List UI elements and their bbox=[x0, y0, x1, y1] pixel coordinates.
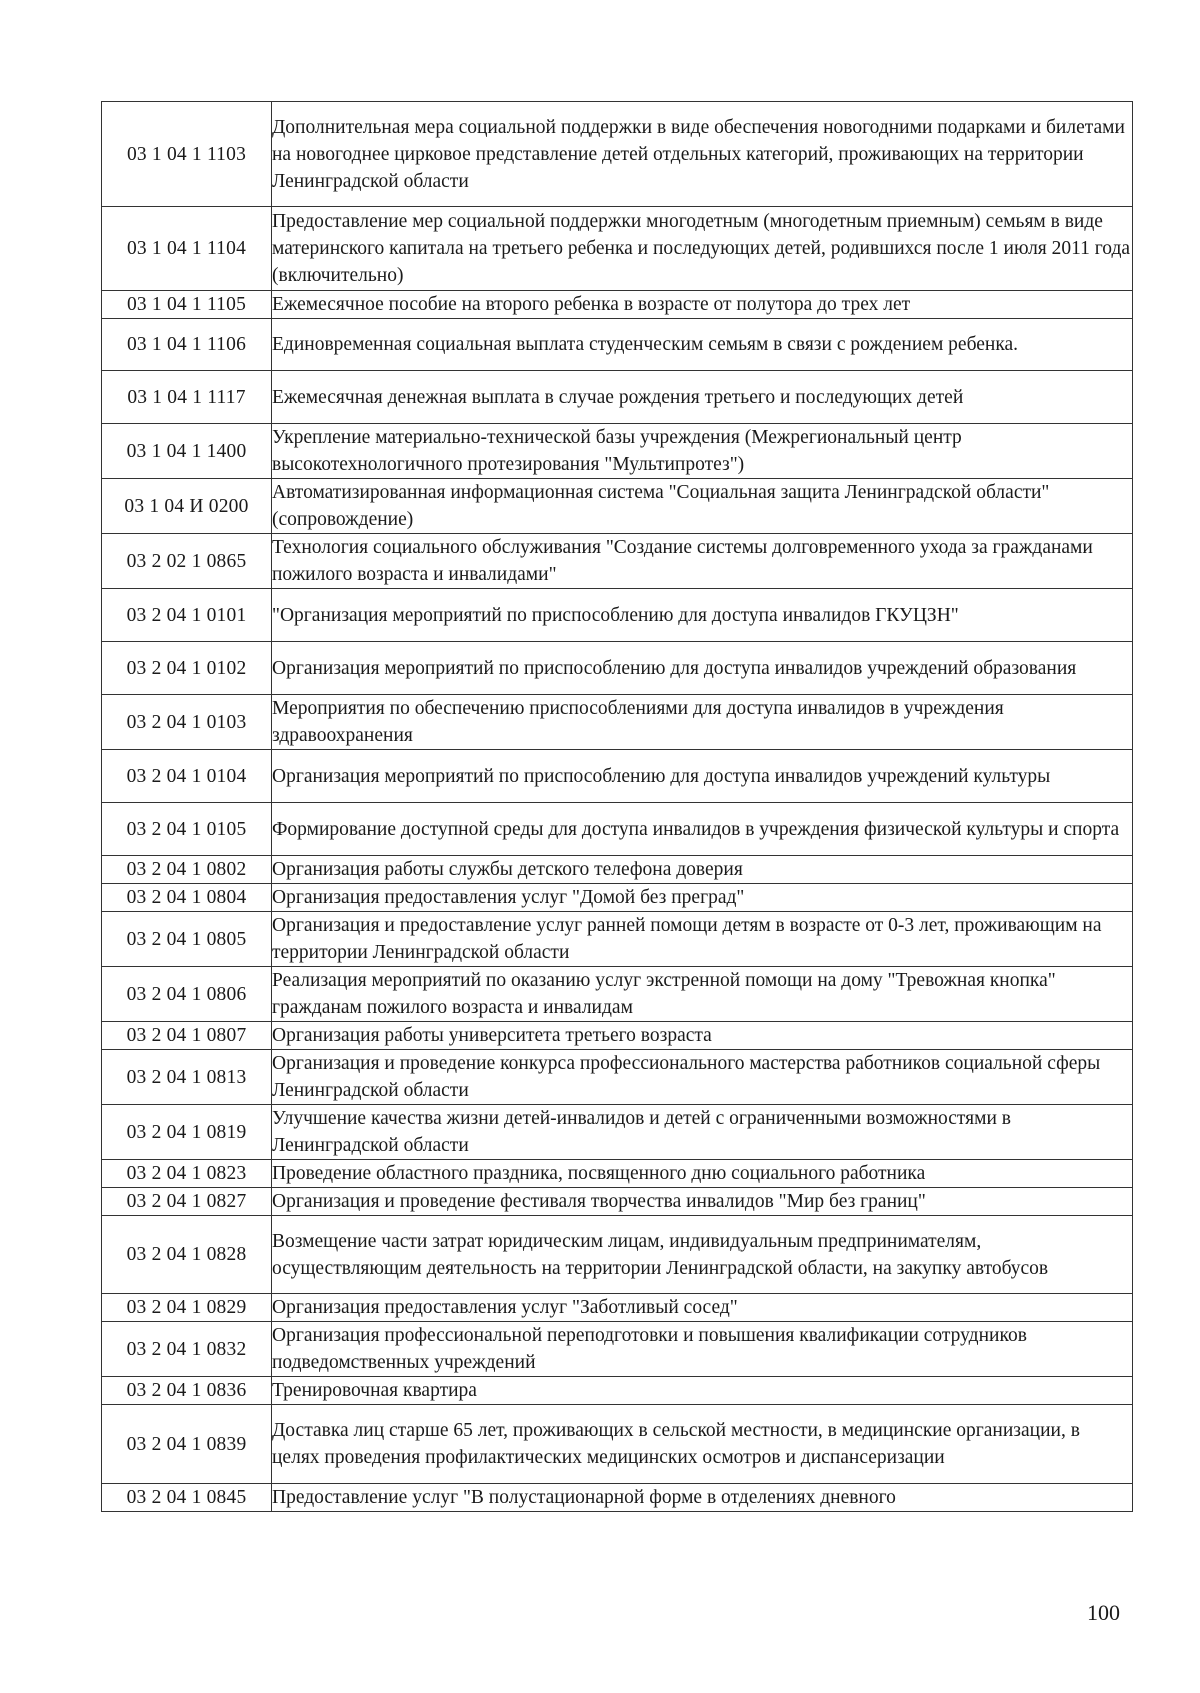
code-cell: 03 2 02 1 0865 bbox=[102, 534, 272, 589]
table-row bbox=[102, 967, 1133, 1022]
description-cell: Предоставление мер социальной поддержки многодетным (многодетным приемным) семьям в виде материнского капитала на третьего ребенка и последующих детей, родившихся после 1 июля 2011 года (включительно) bbox=[272, 207, 1133, 291]
code-cell: 03 1 04 1 1400 bbox=[102, 424, 272, 479]
table-row bbox=[102, 102, 1133, 207]
table-row bbox=[102, 912, 1133, 967]
table-row bbox=[102, 695, 1133, 750]
document-page bbox=[101, 101, 1132, 1512]
table-row bbox=[102, 1322, 1133, 1377]
code-cell: 03 2 04 1 0828 bbox=[102, 1216, 272, 1294]
description-cell: Возмещение части затрат юридическим лицам, индивидуальным предпринимателям, осуществляющим деятельность на территории Ленинградской области, на закупку автобусов bbox=[272, 1216, 1133, 1294]
description-cell: Организация мероприятий по приспособлению для доступа инвалидов учреждений культуры bbox=[272, 750, 1133, 803]
table-row bbox=[102, 1405, 1133, 1484]
code-cell: 03 2 04 1 0104 bbox=[102, 750, 272, 803]
description-cell: Технология социального обслуживания "Создание системы долговременного ухода за гражданами пожилого возраста и инвалидами" bbox=[272, 534, 1133, 589]
table-row bbox=[102, 1216, 1133, 1294]
description-cell: Тренировочная квартира bbox=[272, 1377, 1133, 1405]
description-cell: Автоматизированная информационная система "Социальная защита Ленинградской области" (сопровождение) bbox=[272, 479, 1133, 534]
code-cell: 03 2 04 1 0806 bbox=[102, 967, 272, 1022]
code-cell: 03 2 04 1 0845 bbox=[102, 1484, 272, 1512]
code-cell: 03 1 04 1 1105 bbox=[102, 291, 272, 319]
table-row bbox=[102, 884, 1133, 912]
description-cell: Реализация мероприятий по оказанию услуг экстренной помощи на дому "Тревожная кнопка" гражданам пожилого возраста и инвалидам bbox=[272, 967, 1133, 1022]
description-cell: Организация предоставления услуг "Заботливый сосед" bbox=[272, 1294, 1133, 1322]
description-cell: Проведение областного праздника, посвященного дню социального работника bbox=[272, 1160, 1133, 1188]
table-row bbox=[102, 1105, 1133, 1160]
description-cell: Организация предоставления услуг "Домой без преград" bbox=[272, 884, 1133, 912]
code-cell: 03 2 04 1 0101 bbox=[102, 589, 272, 642]
table-row bbox=[102, 1022, 1133, 1050]
table-body bbox=[102, 102, 1133, 1512]
description-cell: Предоставление услуг "В полустационарной форме в отделениях дневного bbox=[272, 1484, 1133, 1512]
table-row bbox=[102, 1050, 1133, 1105]
code-cell: 03 2 04 1 0813 bbox=[102, 1050, 272, 1105]
code-cell: 03 1 04 1 1104 bbox=[102, 207, 272, 291]
table-row bbox=[102, 1294, 1133, 1322]
code-cell: 03 2 04 1 0819 bbox=[102, 1105, 272, 1160]
code-cell: 03 1 04 И 0200 bbox=[102, 479, 272, 534]
table-row bbox=[102, 371, 1133, 424]
code-cell: 03 2 04 1 0805 bbox=[102, 912, 272, 967]
code-cell: 03 1 04 1 1103 bbox=[102, 102, 272, 207]
description-cell: Дополнительная мера социальной поддержки в виде обеспечения новогодними подарками и билетами на новогоднее цирковое представление детей отдельных категорий, проживающих на территории Ленинградской области bbox=[272, 102, 1133, 207]
description-cell: Организация работы университета третьего возраста bbox=[272, 1022, 1133, 1050]
description-cell: Формирование доступной среды для доступа инвалидов в учреждения физической культуры и спорта bbox=[272, 803, 1133, 856]
table-row bbox=[102, 750, 1133, 803]
code-cell: 03 2 04 1 0827 bbox=[102, 1188, 272, 1216]
code-cell: 03 2 04 1 0103 bbox=[102, 695, 272, 750]
description-cell: "Организация мероприятий по приспособлению для доступа инвалидов ГКУЦЗН" bbox=[272, 589, 1133, 642]
description-cell: Организация и проведение конкурса профессионального мастерства работников социальной сферы Ленинградской области bbox=[272, 1050, 1133, 1105]
code-cell: 03 1 04 1 1117 bbox=[102, 371, 272, 424]
code-cell: 03 1 04 1 1106 bbox=[102, 319, 272, 371]
code-cell: 03 2 04 1 0102 bbox=[102, 642, 272, 695]
description-cell: Организация и предоставление услуг ранней помощи детям в возрасте от 0-3 лет, проживающим на территории Ленинградской области bbox=[272, 912, 1133, 967]
table-row bbox=[102, 291, 1133, 319]
code-cell: 03 2 04 1 0823 bbox=[102, 1160, 272, 1188]
table-row bbox=[102, 479, 1133, 534]
description-cell: Укрепление материально-технической базы учреждения (Межрегиональный центр высокотехнологичного протезирования "Мультипротез") bbox=[272, 424, 1133, 479]
code-cell: 03 2 04 1 0802 bbox=[102, 856, 272, 884]
description-cell: Ежемесячная денежная выплата в случае рождения третьего и последующих детей bbox=[272, 371, 1133, 424]
code-cell: 03 2 04 1 0839 bbox=[102, 1405, 272, 1484]
description-cell: Организация и проведение фестиваля творчества инвалидов "Мир без границ" bbox=[272, 1188, 1133, 1216]
code-cell: 03 2 04 1 0105 bbox=[102, 803, 272, 856]
table-row bbox=[102, 589, 1133, 642]
page-number: 100 bbox=[1087, 1600, 1120, 1625]
description-cell: Единовременная социальная выплата студенческим семьям в связи с рождением ребенка. bbox=[272, 319, 1133, 371]
table-row bbox=[102, 1484, 1133, 1512]
table-row bbox=[102, 1377, 1133, 1405]
code-cell: 03 2 04 1 0832 bbox=[102, 1322, 272, 1377]
table-row bbox=[102, 803, 1133, 856]
table-row bbox=[102, 207, 1133, 291]
table-row bbox=[102, 1160, 1133, 1188]
code-cell: 03 2 04 1 0804 bbox=[102, 884, 272, 912]
table-row bbox=[102, 534, 1133, 589]
description-cell: Улучшение качества жизни детей-инвалидов и детей с ограниченными возможностями в Ленинградской области bbox=[272, 1105, 1133, 1160]
description-cell: Организация работы службы детского телефона доверия bbox=[272, 856, 1133, 884]
table-row bbox=[102, 424, 1133, 479]
description-cell: Доставка лиц старше 65 лет, проживающих в сельской местности, в медицинские организации, в целях проведения профилактических медицинских осмотров и диспансеризации bbox=[272, 1405, 1133, 1484]
code-cell: 03 2 04 1 0836 bbox=[102, 1377, 272, 1405]
table-row bbox=[102, 319, 1133, 371]
table-row bbox=[102, 1188, 1133, 1216]
description-cell: Организация мероприятий по приспособлению для доступа инвалидов учреждений образования bbox=[272, 642, 1133, 695]
budget-codes-table bbox=[101, 101, 1133, 1512]
description-cell: Мероприятия по обеспечению приспособлениями для доступа инвалидов в учреждения здравоохранения bbox=[272, 695, 1133, 750]
code-cell: 03 2 04 1 0807 bbox=[102, 1022, 272, 1050]
description-cell: Организация профессиональной переподготовки и повышения квалификации сотрудников подведомственных учреждений bbox=[272, 1322, 1133, 1377]
code-cell: 03 2 04 1 0829 bbox=[102, 1294, 272, 1322]
description-cell: Ежемесячное пособие на второго ребенка в возрасте от полутора до трех лет bbox=[272, 291, 1133, 319]
table-row bbox=[102, 856, 1133, 884]
table-row bbox=[102, 642, 1133, 695]
